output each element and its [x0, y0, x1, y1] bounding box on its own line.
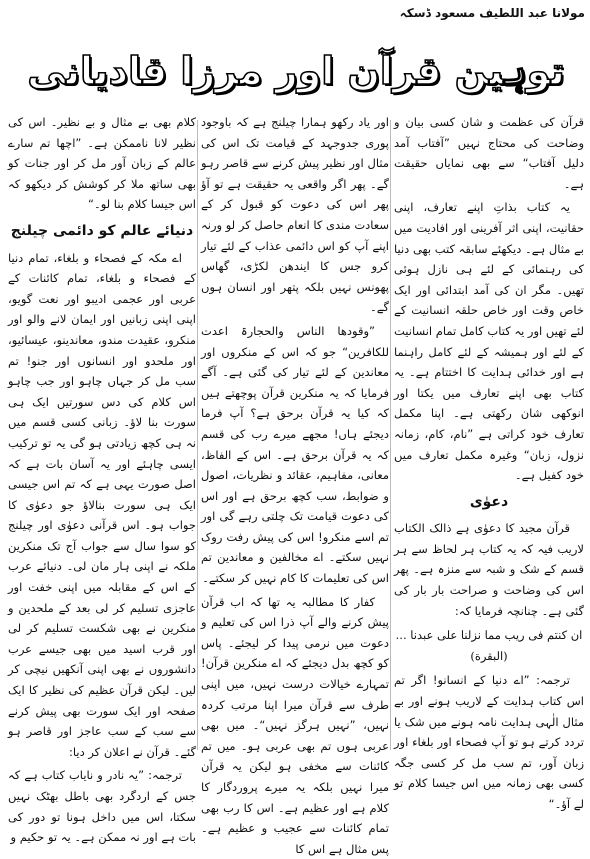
quranic-verse: ان کنتم فی ریب مما نزلنا علی عبدنا ... (البقرة) [395, 628, 583, 663]
page-title: توہین قرآن اور مرزا قادیانی [27, 49, 565, 93]
paragraph: یہ کتاب بذاتِ اپنے تعارف، اپنی حقانیت، اپنی اثر آفرینی اور افادیت میں بے مثال ہے۔ دیکھئے سابقہ کتب بھی دنیا کی رہنمائی کے لئے ہی نازل ہوئی تھیں۔ مگر ان کی آمد ابتدائی اور ایک خاص وقت اور خاص حلقہ انسانیت کے لئے تھیں اور یہ کتاب کامل تمام انسانیت کے لئے اور ہمیشہ کے لئے کامل راہنما ہے اور خدائی ہدایت کا اختتام ہے۔ یہ کتاب بھی اپنے تعارف میں یکتا اور انوکھی شان رکھتی ہے۔ اپنا مکمل تعارف خود کراتی ہے ”نام، کام، زمانہ نزول، زبان“ وغیرہ مکمل تعارف میں خود کفیل ہے۔ [394, 200, 584, 483]
paragraph: اے مکہ کے فصحاء و بلغاء، تمام دنیا کے فصحاء و بلغاء، تمام کائنات کے عربی اور عجمی ادیبو اور نعت گویو، اپنی اپنی زبانیں اور ایمان لانے والو اور منکرو، عقیدت مندو، معاندینو، عیسائیو، اور ملحدو اور انسانوں اور جنو! تم سب مل کر جہاں چاہو اور جب چاہو اس کلام کی دس سورتیں ایک ہی سورت بنا لاؤ۔ زبانی کسی قسم میں نہ ہی کچھ زیادتی ہو گی یہ تو ترکیب ایسی چاہئے اور یہ آسان بات ہے کہ اصل صورت یہی ہے کہ تم اس جیسی ایک ہی سورت بنالاؤ جو دعوٰی کا جواب ہو۔ اس قرآنی دعوٰی اور چیلنج کو سوا سال سے جواب آج تک منکرین ملکہ نے اپنی ہار مان لی۔ دنیائے عرب کے اس کے مقابلہ میں اپنی خفت اور عاجزی تسلیم کر لی بعد کے ملحدین و منکرین نے بھی شکست تسلیم کر لی اور قرب اسید میں بھی جیسے عرب دانشوروں نے بھی اپنی آنکھیں نیچی کر لیں۔ لیکن قرآن عظیم کی نظیر کا ایک صفحہ اور ایک سورت بھی پیش کرنے سے سب کے سب عاجز اور قاصر ہو گئے۔ قرآن نے اعلان کر دیا: [8, 250, 196, 759]
column-middle [201, 112, 389, 856]
column-right [394, 112, 584, 811]
column-left [8, 112, 196, 845]
article-body [8, 112, 584, 856]
byline: مولانا عبد اللطیف مسعود ڈسکہ [399, 6, 585, 20]
paragraph: قرآن مجید کا دعوٰی ہے ذالک الکتاب لاریب فیہ کہ یہ کتاب ہر لحاظ سے ہر قسم کے شک و شبہ سے منزہ ہے۔ پھر اس کی وضاحت و صراحت بار بار کی گئی ہے۔ چنانچہ فرمایا کہ: [394, 521, 584, 618]
section-heading: دعوٰی [469, 493, 509, 510]
paragraph: اور یاد رکھو ہمارا چیلنج ہے کہ باوجود پوری جدوجہد کے قیامت تک اس کی مثال اور نظیر پیش کرنے سے قاصر رہو گے۔ پھر اگر واقعی یہ حقیقت ہے تو آؤ پھر اس کی دعوت کو قبول کر کے سعادت مندی کا انعام حاصل کر لو ورنہ اپنے آپ کو اس دائمی عذاب کے لئے تیار کرو جس کا ایندھن لکڑی، گھاس پھونس نہیں بلکہ پتھر اور انسان ہوں گے۔ [201, 115, 389, 315]
paragraph: کفار کا مطالبہ یہ تھا کہ اب قرآن پیش کرنے والے آپ ذرا اس کی تعلیم و دعوت میں نرمی پیدا کر لیجئے۔ پاس کو کچھ بدل دیجئے کہ اے منکرین قرآن! تمہارے خیالات درست نہیں، میں اپنی طرف سے قرآن میرا اپنا مرتب کردہ نہیں، ”نہیں ہرگز نہیں“۔ میں بھی عربی ہوں تم بھی عربی ہو۔ میں تم کائنات سے مخفی ہو لیکن یہ قرآن میرا نہیں بلکہ یہ میرے پروردگار کا کلام ہے اور عظیم ہے۔ اس کا رب بھی تمام کائنات سے عجیب و عظیم ہے۔ پس مثال ہے اس کا [201, 594, 389, 856]
paragraph: ”وقودھا الناس والحجارۃ اعدت للکافرین“ جو کہ اس کے منکروں اور معاندین کے لئے تیار کی گئی ہے۔ آگے فرمایا کہ یہ منکرین قرآن پوچھتے ہیں کہ کیا یہ قرآن برحق ہے؟ آپ فرما دیجئے ہاں! مجھے میرے رب کی قسم کہ یہ قرآن برحق ہے۔ اس کے الفاظ، معانی، مفاہیم، عقائد و نظریات، اصول و ضوابط، سب کچھ برحق ہے اور اس کی دعوت قیامت تک چلتی رہے گی اور تم اسے منکرو! اس کی پیش رفت روک نہیں سکتے۔ اے مخالفین و معاندین تم اس کی تعلیمات کا کام نہیں کر سکتے۔ [201, 323, 389, 586]
headline-banner [27, 40, 565, 102]
paragraph: قرآن کی عظمت و شان کسی بیان و وضاحت کی محتاج نہیں ”آفتاب آمد دلیل آفتاب“ سے بھی نمایاں حقیقت ہے۔ [394, 115, 584, 191]
section-heading: دنیائے عالم کو دائمی چیلنج [10, 222, 194, 239]
paragraph: کلام بھی بے مثال و بے نظیر۔ اس کی نظیر لانا ناممکن ہے۔ ”اچھا تم سارے عالم کے زبان آور مل کر اور جنات کو بھی ساتھ ملا کر کوشش کر دیکھو کہ اس جیسا کلام بنا لو۔“ [8, 115, 196, 212]
paragraph: ترجمہ: ”یہ نادر و نایاب کتاب ہے کہ جس کے اردگرد بھی باطل بھٹک نہیں سکتا، اس میں داخل ہونا تو دور کی بات ہے اور نہ ممکن ہے۔ یہ تو حکیم و [8, 768, 196, 845]
paragraph: ترجمہ: ”اے دنیا کے انسانو! اگر تم اس کتاب ہدایت کے لاریب ہونے اور بے مثال الٰہی ہدایت نامہ ہونے میں شک یا تردد کرتے ہو تو آپ فصحاء اور بلغاء اور زبان آور، تم سب مل کر کسی جگہ کسی بھی زمانہ میں اس جیسا کلام تو لے آؤ۔“ [394, 673, 584, 811]
